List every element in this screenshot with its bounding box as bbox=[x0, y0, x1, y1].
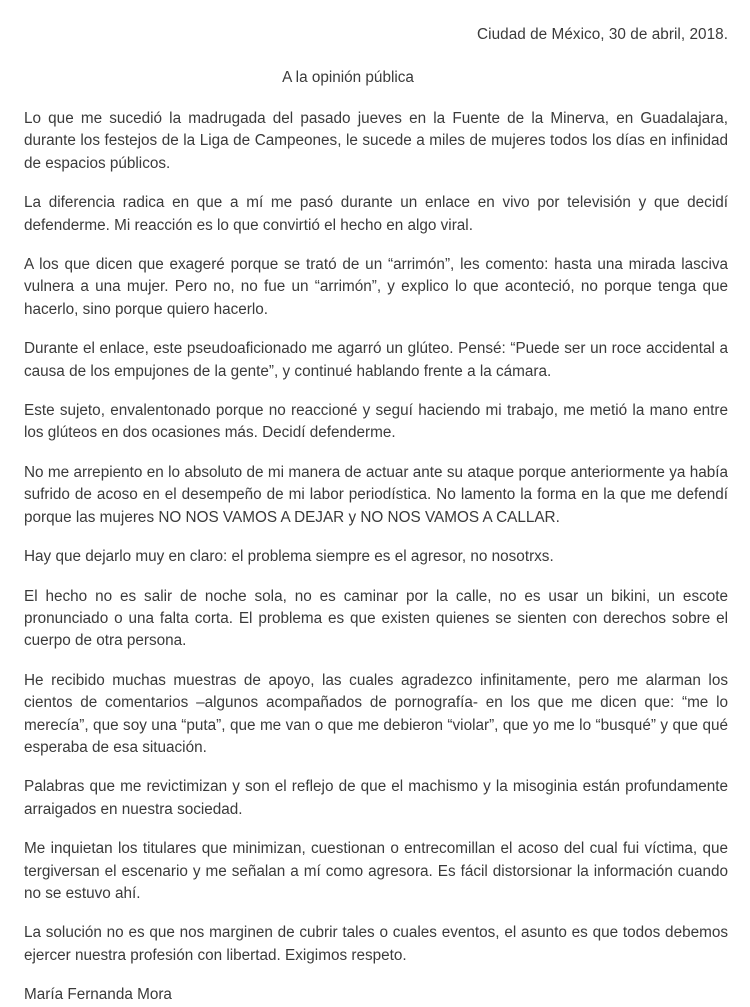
paragraph: Me inquietan los titulares que minimizan, cuestionan o entrecomillan el acoso del cual fui víctima, que tergiversan el escenario y me señalan a mí como agresora. Es fácil distorsionar la información cuando no se estuvo ahí. bbox=[24, 840, 728, 902]
paragraph: La solución no es que nos marginen de cubrir tales o cuales eventos, el asunto es que todos debemos ejercer nuestra profesión con libertad. Exigimos respeto. bbox=[24, 924, 728, 964]
signature: María Fernanda Mora bbox=[24, 986, 172, 1004]
paragraph: El hecho no es salir de noche sola, no es caminar por la calle, no es usar un bikini, un escote pronunciado o una falta corta. El problema es que existen quienes se sienten con derechos sobre el cuerpo de otra persona. bbox=[24, 587, 728, 650]
paragraph: Este sujeto, envalentonado porque no reaccioné y seguí haciendo mi trabajo, me metió la mano entre los glúteos en dos ocasiones más. Decidí defenderme. bbox=[24, 402, 728, 442]
paragraph: Durante el enlace, este pseudoaficionado me agarró un glúteo. Pensé: “Puede ser un roce accidental a causa de los empujones de la gente”, y continué hablando frente a la cámara. bbox=[24, 340, 728, 380]
dateline: Ciudad de México, 30 de abril, 2018. bbox=[477, 26, 728, 43]
paragraph: A los que dicen que exageré porque se trató de un “arrimón”, les comento: hasta una mirada lasciva vulnera a una mujer. Pero no, no fue un “arrimón”, y explico lo que aconteció, no porque tenga que hacerlo, sino porque quiero hacerlo. bbox=[24, 256, 728, 318]
letter-body bbox=[24, 108, 728, 1007]
paragraph: He recibido muchas muestras de apoyo, las cuales agradezco infinitamente, pero me alarman los cientos de comentarios –algunos acompañados de pornografía- en los que me dicen que: “me lo merecía”, que soy una “puta”, que me van o que me debieron “violar”, que yo me lo “busqué” y que qué esperaba de esa situación. bbox=[24, 671, 728, 756]
paragraph: No me arrepiento en lo absoluto de mi manera de actuar ante su ataque porque anteriormente ya había sufrido de acoso en el desempeño de mi labor periodística. No lamento la forma en la que me defendí porque las mujeres NO NOS VAMOS A DEJAR y NO NOS VAMOS A CALLAR. bbox=[24, 463, 728, 526]
paragraph: La diferencia radica en que a mí me pasó durante un enlace en vivo por televisión y que decidí defenderme. Mi reacción es lo que convirtió el hecho en algo viral. bbox=[24, 194, 728, 234]
salutation-heading: A la opinión pública bbox=[282, 69, 414, 86]
paragraph: Palabras que me revictimizan y son el reflejo de que el machismo y la misoginia están profundamente arraigados en nuestra sociedad. bbox=[24, 778, 728, 818]
paragraph: Lo que me sucedió la madrugada del pasado jueves en la Fuente de la Minerva, en Guadalajara, durante los festejos de la Liga de Campeones, le sucede a miles de mujeres todos los días en infinidad de espacios públicos. bbox=[24, 110, 728, 172]
paragraph: Hay que dejarlo muy en claro: el problema siempre es el agresor, no nosotrxs. bbox=[24, 548, 554, 566]
